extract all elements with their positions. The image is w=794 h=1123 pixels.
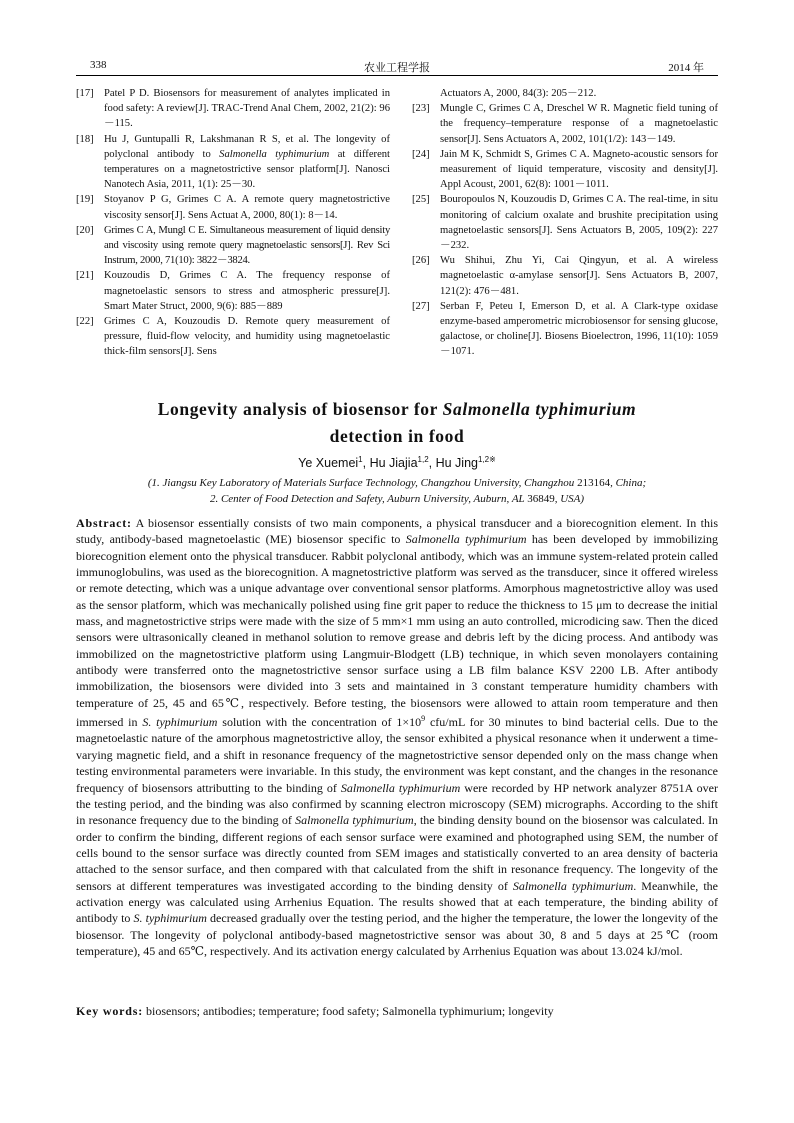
reference-text: Kouzoudis D, Grimes C A. The frequency response of magnetoelastic sensors to stress and atmospheric pressure[J]. Smart Mater Struct, 2000, 9(6): 885－889 (104, 270, 390, 312)
journal-year: 2014 年 (668, 62, 704, 74)
reference-text: Actuators A, 2000, 84(3): 205－212. (440, 88, 597, 99)
paper-title (76, 396, 718, 450)
affiliation-line: 2. Center of Food Detection and Safety, Auburn University, Auburn, AL 36849, USA) (209, 493, 585, 505)
reference-species: Salmonella typhimurium (219, 148, 330, 160)
keywords-label: Key words: (76, 1004, 143, 1018)
reference-text: Wu Shihui, Zhu Yi, Cai Qingyun, et al. A wireless magnetoelastic α-amylase sensor[J]. Sens Actuators B, 2007, 121(2): 476－481. (440, 255, 718, 297)
reference-item (76, 132, 390, 193)
title-text: Longevity analysis of biosensor for (157, 399, 443, 419)
author-affiliation-mark: 1,2※ (477, 455, 496, 464)
reference-number: [27] (412, 300, 430, 312)
reference-item (76, 223, 390, 269)
abstract-label: Abstract: (76, 516, 132, 530)
reference-item (76, 314, 390, 360)
reference-text: Jain M K, Schmidt S, Grimes C A. Magneto-acoustic sensors for measurement of liquid temperature, viscosity and density[J]. Appl Acoust, 2001, 62(8): 1001－1011. (440, 148, 718, 191)
page-header (76, 59, 718, 76)
author-list: Ye Xuemei$^1$, Hu Jiajia$^{1,2}$, Hu Jing$^{1,2※}$ (298, 455, 496, 471)
keywords-text: biosensors; antibodies; temperature; food safety; Salmonella typhimurium; longevity (143, 1004, 554, 1018)
author-affiliation-mark: 1 (358, 455, 363, 464)
journal-name: 农业工程学报 (364, 62, 430, 74)
author-name: Hu Jiajia (369, 456, 418, 471)
reference-number: [23] (412, 103, 430, 115)
reference-text: Hu J, Guntupalli R, Lakshmanan R S, et al. The longevity of polyclonal antibody to (104, 133, 390, 160)
reference-text: Serban F, Peteu I, Emerson D, et al. A Clark-type oxidase enzyme-based amperometric microbiosensor for sensing glucose, galactose, or choline[J]. Biosens Bioelectron, 1996, 11(10): 1059－1071. (440, 300, 718, 358)
reference-text: Grimes C A, Kouzoudis D. Remote query measurement of pressure, fluid-flow velocity, and humidity using magnetoelastic thick-film sensors[J]. Sens (104, 316, 390, 358)
reference-number: [19] (76, 194, 94, 206)
reference-text: Mungle C, Grimes C A, Dreschel W R. Magnetic field tuning of the frequency–temperature response of a magnetoelastic sensor[J]. Sens Actuators A, 2002, 101(1/2): 143－149. (440, 103, 718, 145)
reference-number: [21] (76, 270, 94, 282)
reference-number: [20] (76, 224, 94, 236)
reference-number: [17] (76, 88, 94, 99)
references-right-column (412, 86, 718, 360)
title-species: Salmonella typhimurium (442, 399, 637, 419)
abstract: Abstract: A biosensor essentially consists of two main components, a physical transducer and a biorecognition element. In this study, antibody-based magnetoelastic (ME) biosensor specific to Salmonella typhimurium has been developed by immobilizing biorecognition element onto the physical transducer. Rabbit polyclonal antibody, which was an immune system-related protein called immunoglobulins, was used as the biorecognition. A magnetostrictive platform was served as the transducer, since it offered wireless or remote detecting, which was a unique advantage over conventional sensor platforms. Amorphous magnetostrictive alloy was used as the sensor platform, which was mechanically polished using fine grit paper to reduce the thickness to 15 μm to decrease the initial mass, and magnetostrictive strips were made with the size of 5 mm×1 mm using an auto controlled, microdicing saw. Then the diced sensors were ultrasonically cleaned in methanol solution to remove grease and debris left by the dicing process. And antibody was immobilized on the magnetostrictive platform using Langmuir-Blodgett (LB) technique, in which seven monolayers containing antibody were transferred onto the magnetostrictive sensor surface using a LB film balance KSV 2200 LB. After antibody immobilization, the biosensors were divided into 3 sets and maintained in 3 constant temperature humidity chambers with temperature of 25, 45 and 65℃, respectively. Before testing, the biosensors were allowed to attain room temperature and then immersed in S. typhimurium solution with the concentration of $1\times 10^9$ cfu/mL for 30 minutes to bind bacterial cells. Due to the magnetoelastic nature of the amorphous magnetostrictive alloy, the sensor exhibited a physical resonance when it underwent a time-varying magnetic field, and a shift in resonance frequency of the magnetostrictive sensor depended only on the mass change when testing environmental parameters were invariable. In this study, the environment was kept constant, and the changes in the resonance frequency of biosensors attributting to the binding of Salmonella typhimurium were recorded by HP network analyzer 8751A over the testing period, and the binding was also confirmed by scanning electron microscopy (SEM) micrographs. According to the shift in resonance frequency due to the binding of Salmonella typhimurium, the binding density bound on the biosensor was calculated. In order to confirm the binding, different regions of each sensor surface were examined and photographed using SEM, the number of cells bound to the sensor surface was directly counted from SEM images and statistically converted to an area density of bacteria attached to the sensor surface, and then compared with that calculated from the shift in resonance frequency. The longevity of the sensors at different temperatures was investigated according to the binding density of Salmonella typhimurium. Meanwhile, the activation energy was calculated using Arrhenius Equation. The results showed that at each temperature, the binding ability of antibody to S. typhimurium decreased gradually over the testing period, and the higher the temperature, the lower the longevity of the biosensor. The longevity of polyclonal antibody-based magnetostrictive sensor was about 30, 8 and 5 days at 25℃ (room temperature), 45 and 65℃, respectively. And its activation energy calculated by Arrhenius Equation was about 13.024 kJ/mol. (76, 516, 719, 958)
reference-number: [26] (412, 255, 430, 267)
page-number: 338 (90, 59, 107, 71)
reference-text: Stoyanov P G, Grimes C A. A remote query magnetostrictive viscosity sensor[J]. Sens Actuat A, 2000, 80(1): 8－14. (104, 194, 390, 221)
reference-text: Bouropoulos N, Kouzoudis D, Grimes C A. The real-time, in situ monitoring of calcium oxalate and brushite precipitation using magnetoelastic sensors[J]. Sens Actuators B, 2005, 109(2): 227－232. (440, 194, 718, 252)
reference-item (412, 101, 718, 147)
title-line2: detection in food (329, 426, 465, 446)
reference-item (412, 192, 718, 253)
reference-continuation (412, 86, 718, 101)
reference-item (412, 253, 718, 299)
reference-number: [18] (76, 133, 94, 145)
affiliation-line: (1. Jiangsu Key Laboratory of Materials Surface Technology, Changzhou University, Changzhou 213164, China; (147, 477, 647, 489)
reference-number: [22] (76, 316, 94, 328)
author-name: Hu Jing (435, 456, 478, 471)
reference-item (76, 192, 390, 222)
reference-item (76, 86, 390, 132)
reference-item (76, 268, 390, 314)
reference-number: [24] (412, 148, 430, 160)
reference-text: Patel P D. Biosensors for measurement of analytes implicated in food safety: A review[J]. TRAC-Trend Anal Chem, 2002, 21(2): 96－115. (104, 88, 390, 130)
references-left-column (76, 86, 390, 360)
affiliations (76, 475, 718, 507)
reference-text-end: at different temperatures on a magnetostrictive sensor platform[J]. Nanosci Nanotech Asia, 2011, 1(1): 25－30. (104, 148, 391, 191)
reference-item (412, 147, 718, 193)
author-affiliation-mark: 1,2 (417, 455, 429, 464)
keywords (76, 1003, 718, 1019)
reference-number: [25] (412, 194, 430, 206)
reference-item (412, 299, 718, 360)
reference-text: Grimes C A, Mungl C E. Simultaneous measurement of liquid density and viscosity using remote query magnetoelastic sensors[J]. Rev Sci Instrum, 2000, 71(10): 3822－3824. (104, 224, 390, 267)
author-name: Ye Xuemei (298, 456, 359, 471)
